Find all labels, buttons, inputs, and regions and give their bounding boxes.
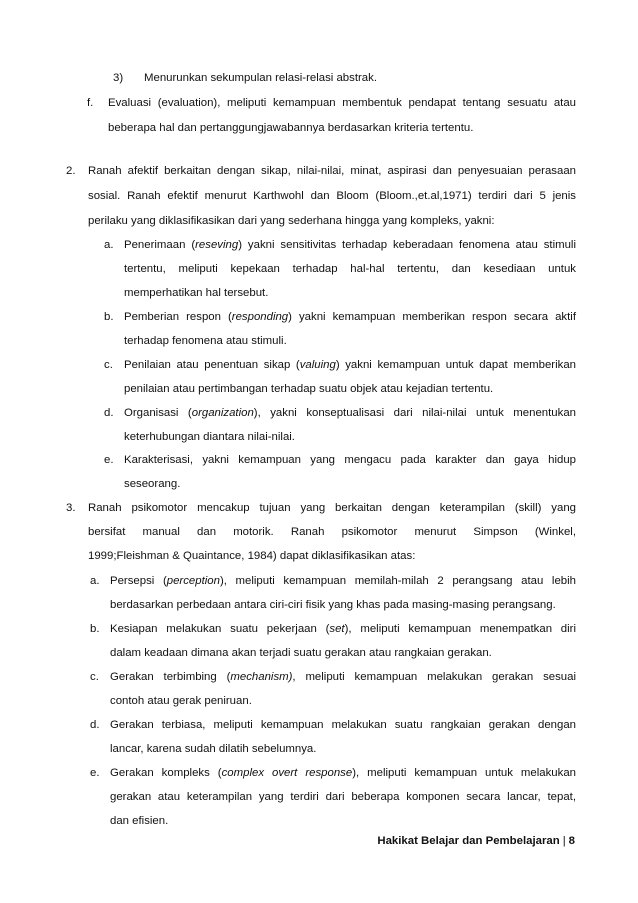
list-marker: a. — [90, 575, 100, 587]
list-marker: e. — [90, 767, 100, 779]
list-item-text: Persepsi (perception), meliputi kemampuan memilah-milah 2 perangsang atau lebih — [110, 575, 576, 587]
list-marker: c. — [104, 359, 113, 371]
list-item-text: beberapa hal dan pertanggungjawabannya berdasarkan kriteria tertentu. — [108, 122, 474, 134]
list-item-text: terhadap fenomena atau stimuli. — [124, 335, 287, 347]
section-number: 3. — [66, 502, 76, 514]
paragraph-line: Ranah psikomotor mencakup tujuan yang berkaitan dengan keterampilan (skill) yang — [88, 502, 576, 514]
page-number: 8 — [568, 835, 575, 847]
list-item-text: Gerakan terbiasa, meliputi kemampuan melakukan suatu rangkaian gerakan dengan — [110, 719, 576, 731]
list-item-text: keterhubungan diantara nilai-nilai. — [124, 431, 295, 443]
list-item-text: seseorang. — [124, 478, 181, 490]
list-item-text: Evaluasi (evaluation), meliputi kemampuan membentuk pendapat tentang sesuatu atau — [108, 97, 576, 109]
footer-title: Hakikat Belajar dan Pembelajaran — [377, 835, 560, 847]
list-item-text: memperhatikan hal tersebut. — [124, 287, 269, 299]
list-item-text: penilaian atau pertimbangan terhadap suatu objek atau kejadian tertentu. — [124, 383, 494, 395]
list-item-text: contoh atau gerak peniruan. — [110, 695, 252, 707]
paragraph-line: bersifat manual dan motorik. Ranah psikomotor menurut Simpson (Winkel, — [88, 526, 576, 538]
list-marker: d. — [104, 407, 114, 419]
list-item-text: dalam keadaan dimana akan terjadi suatu gerakan atau rangkaian gerakan. — [110, 647, 492, 659]
list-item-text: Penerimaan (reseving) yakni sensitivitas terhadap keberadaan fenomena atau stimuli — [124, 239, 576, 251]
list-item-text: Gerakan terbimbing (mechanism), meliputi kemampuan melakukan gerakan sesuai — [110, 671, 576, 683]
list-marker: 3) — [113, 72, 124, 84]
list-item-text: lancar, karena sudah dilatih sebelumnya. — [110, 743, 317, 755]
list-marker: e. — [104, 454, 114, 466]
list-item-text: Menurunkan sekumpulan relasi-relasi abstrak. — [144, 72, 377, 84]
list-marker: b. — [104, 311, 114, 323]
list-marker: b. — [90, 623, 100, 635]
paragraph-line: perilaku yang diklasifikasikan dari yang sederhana hingga yang kompleks, yakni: — [88, 215, 495, 227]
list-marker: d. — [90, 719, 100, 731]
list-item-text: Organisasi (organization), yakni konseptualisasi dari nilai-nilai untuk menentukan — [124, 407, 576, 419]
section-number: 2. — [66, 165, 76, 177]
list-item-text: gerakan atau keterampilan yang terdiri dari beberapa komponen secara lancar, tepat, — [110, 791, 576, 803]
list-item-text: tertentu, meliputi kepekaan terhadap hal-hal tertentu, dan kesediaan untuk — [124, 263, 576, 275]
list-item-text: Pemberian respon (responding) yakni kemampuan memberikan respon secara aktif — [124, 311, 576, 323]
list-item-text: dan efisien. — [110, 815, 169, 827]
list-marker: c. — [90, 671, 99, 683]
paragraph-line: Ranah afektif berkaitan dengan sikap, nilai-nilai, minat, aspirasi dan penyesuaian perasaan — [88, 165, 576, 177]
list-item-text: Penilaian atau penentuan sikap (valuing) yakni kemampuan untuk dapat memberikan — [124, 359, 576, 371]
footer-separator: | — [562, 835, 566, 847]
list-item-text: Kesiapan melakukan suatu pekerjaan (set), meliputi kemampuan menempatkan diri — [110, 623, 576, 635]
paragraph-line: 1999;Fleishman & Quaintance, 1984) dapat diklasifikasikan atas: — [88, 550, 416, 562]
list-marker: f. — [87, 97, 94, 109]
list-item-text: Karakterisasi, yakni kemampuan yang mengacu pada karakter dan gaya hidup — [124, 454, 576, 466]
paragraph-line: sosial. Ranah efektif menurut Karthwohl dan Bloom (Bloom.,et.al,1971) terdiri dari 5 jenis — [88, 190, 576, 202]
list-item-text: Gerakan kompleks (complex overt response), meliputi kemampuan untuk melakukan — [110, 767, 577, 779]
list-marker: a. — [104, 239, 114, 251]
list-item-text: berdasarkan perbedaan antara ciri-ciri fisik yang khas pada masing-masing perangsang. — [110, 599, 556, 611]
page-footer — [300, 835, 575, 847]
